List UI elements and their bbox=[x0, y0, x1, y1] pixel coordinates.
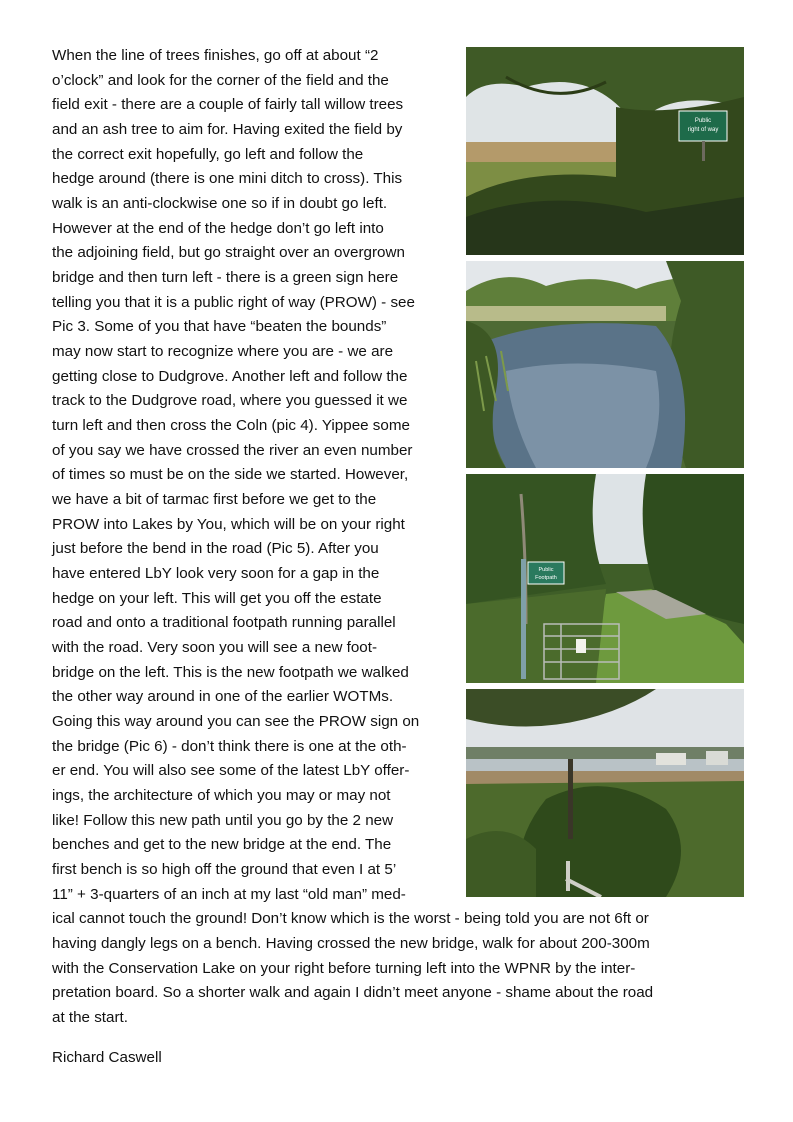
text-line: However at the end of the hedge don’t go left into bbox=[52, 220, 384, 237]
text-line: first bench is so high off the ground that even I at 5’ bbox=[52, 861, 397, 878]
text-line: telling you that it is a public right of way (PROW) - see bbox=[52, 294, 415, 311]
sign-text-line2: Footpath bbox=[535, 575, 557, 581]
text-line: Pic 3. Some of you that have “beaten the bounds” bbox=[52, 318, 387, 335]
sign-text-line1: Public bbox=[694, 118, 712, 124]
text-line: just before the bend in the road (Pic 5). After you bbox=[52, 540, 379, 557]
text-line: bridge on the left. This is the new footpath we walked bbox=[52, 664, 409, 681]
text-line: and an ash tree to aim for. Having exited the field by bbox=[52, 121, 403, 138]
text-line: turn left and then cross the Coln (pic 4). Yippee some bbox=[52, 417, 410, 434]
text-line: Going this way around you can see the PROW sign on bbox=[52, 713, 420, 730]
text-line: benches and get to the new bridge at the end. The bbox=[52, 836, 392, 853]
text-line: ical cannot touch the ground! Don’t know which is the worst - being told you are not 6ft or bbox=[52, 910, 649, 927]
sign-text-line1: Public bbox=[538, 567, 554, 573]
text-line: o’clock” and look for the corner of the field and the bbox=[52, 72, 389, 89]
text-line: hedge on your left. This will get you off the estate bbox=[52, 590, 382, 607]
text-line: bridge and then turn left - there is a green sign here bbox=[52, 269, 399, 286]
text-line: walk is an anti-clockwise one so if in doubt go left. bbox=[52, 195, 388, 212]
text-line: may now start to recognize where you are - we are bbox=[52, 343, 394, 360]
text-line: the bridge (Pic 6) - don’t think there is one at the oth- bbox=[52, 738, 407, 755]
text-line: er end. You will also see some of the latest LbY offer- bbox=[52, 762, 410, 779]
text-line: at the start. bbox=[52, 1009, 128, 1026]
text-line: we have a bit of tarmac first before we get to the bbox=[52, 491, 377, 508]
text-line: When the line of trees finishes, go off at about “2 bbox=[52, 47, 379, 64]
text-line: 11” + 3-quarters of an inch at my last “old man” med- bbox=[52, 886, 406, 903]
text-line: like! Follow this new path until you go by the 2 new bbox=[52, 812, 394, 829]
text-line: hedge around (there is one mini ditch to cross). This bbox=[52, 170, 403, 187]
photo-field-exit bbox=[466, 47, 744, 255]
sign-text-line2: right of way bbox=[687, 127, 719, 133]
text-line: with the Conservation Lake on your right before turning left into the WPNR by the inter- bbox=[52, 960, 636, 977]
text-line: ings, the architecture of which you may or may not bbox=[52, 787, 391, 804]
photo-footpath-sign bbox=[466, 474, 744, 683]
public-footpath-sign bbox=[528, 562, 564, 584]
text-line: pretation board. So a shorter walk and again I didn’t meet anyone - shame about the road bbox=[52, 984, 654, 1001]
photo-river-coln bbox=[466, 261, 744, 468]
text-line: the correct exit hopefully, go left and follow the bbox=[52, 146, 364, 163]
text-line: field exit - there are a couple of fairly tall willow trees bbox=[52, 96, 404, 113]
text-line: of times so must be on the side we started. However, bbox=[52, 466, 409, 483]
text-line: PROW into Lakes by You, which will be on your right bbox=[52, 516, 405, 533]
public-right-of-way-sign bbox=[679, 111, 727, 141]
author-signature: Richard Caswell bbox=[52, 1049, 162, 1066]
text-line: having dangly legs on a bench. Having crossed the new bridge, walk for about 200-300m bbox=[52, 935, 650, 952]
photo-lake-view bbox=[466, 689, 744, 897]
text-line: of you say we have crossed the river an even number bbox=[52, 442, 413, 459]
text-line: the adjoining field, but go straight over an overgrown bbox=[52, 244, 405, 261]
text-line: the other way around in one of the earlier WOTMs. bbox=[52, 688, 394, 705]
text-line: with the road. Very soon you will see a new foot- bbox=[52, 639, 378, 656]
text-line: road and onto a traditional footpath running parallel bbox=[52, 614, 396, 631]
text-line: getting close to Dudgrove. Another left and follow the bbox=[52, 368, 408, 385]
text-line: track to the Dudgrove road, where you guessed it we bbox=[52, 392, 408, 409]
text-line: have entered LbY look very soon for a gap in the bbox=[52, 565, 380, 582]
